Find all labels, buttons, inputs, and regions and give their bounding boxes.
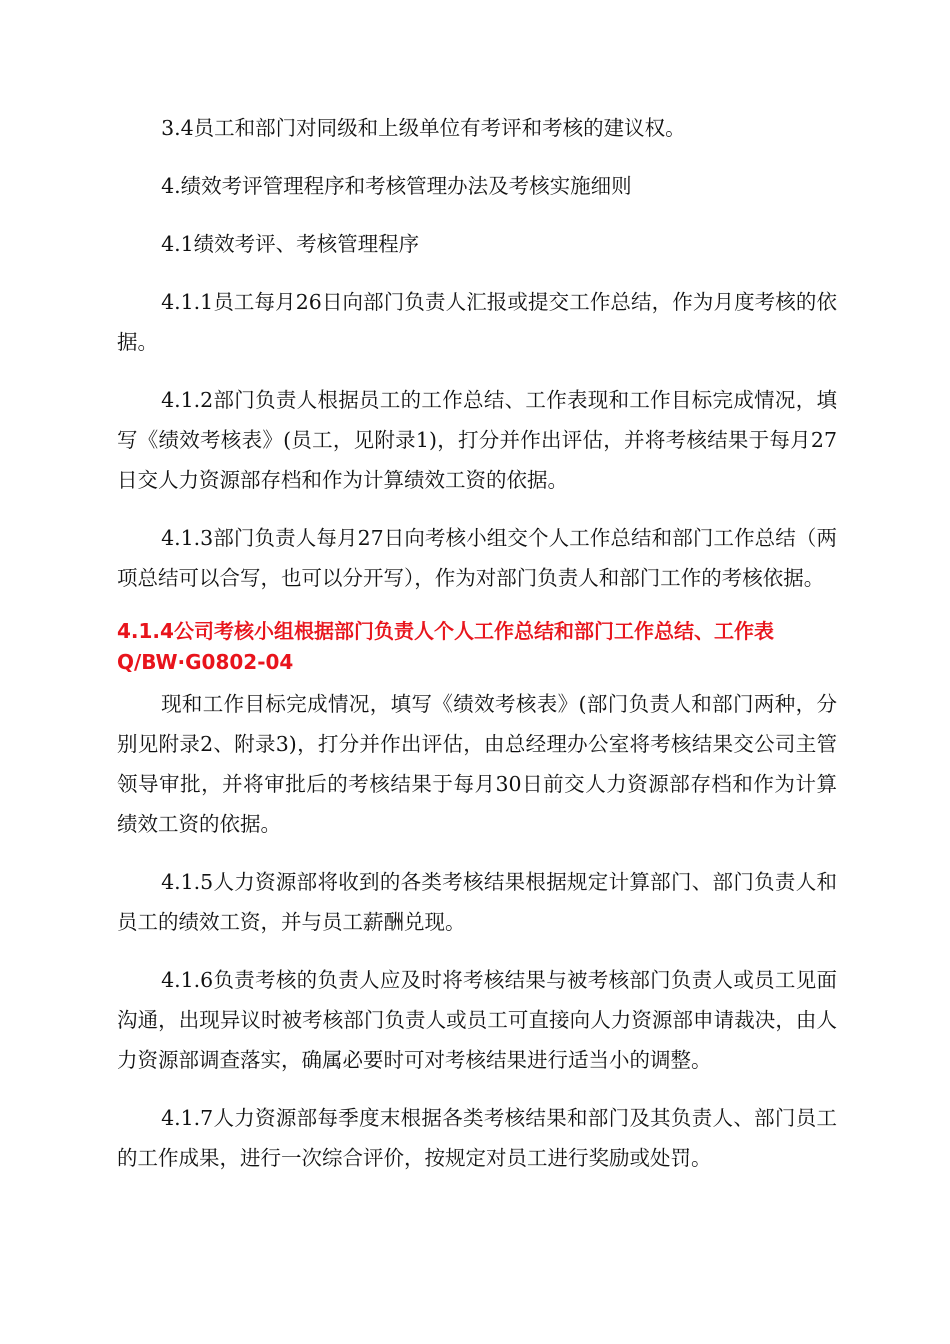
document-body: [117, 108, 837, 1196]
paragraph-4-1-2: 4.1.2部门负责人根据员工的工作总结、工作表现和工作目标完成情况，填写《绩效考核表》(员工，见附录1)，打分并作出评估，并将考核结果于每月27日交人力资源部存档和作为计算绩效工资的依据。: [117, 388, 837, 492]
paragraph-4-1-3: 4.1.3部门负责人每月27日向考核小组交个人工作总结和部门工作总结（两项总结可以合写，也可以分开写），作为对部门负责人和部门工作的考核依据。: [117, 526, 837, 590]
paragraph-4-1: 4.1绩效考评、考核管理程序: [161, 232, 420, 256]
red-heading-4-1-4: 4.1.4公司考核小组根据部门负责人个人工作总结和部门工作总结、工作表Q/BW·G0802-04: [117, 619, 774, 674]
paragraph-4-1-4-continued: 现和工作目标完成情况，填写《绩效考核表》(部门负责人和部门两种，分别见附录2、附录3)，打分并作出评估，由总经理办公室将考核结果交公司主管领导审批，并将审批后的考核结果于每月30日前交人力资源部存档和作为计算绩效工资的依据。: [117, 692, 837, 836]
paragraph-4-1-7: 4.1.7人力资源部每季度末根据各类考核结果和部门及其负责人、部门员工的工作成果，进行一次综合评价，按规定对员工进行奖励或处罚。: [117, 1106, 837, 1170]
paragraph-3-4: 3.4员工和部门对同级和上级单位有考评和考核的建议权。: [161, 116, 686, 140]
paragraph-4: 4.绩效考评管理程序和考核管理办法及考核实施细则: [161, 174, 632, 198]
paragraph-4-1-5: 4.1.5人力资源部将收到的各类考核结果根据规定计算部门、部门负责人和员工的绩效工资，并与员工薪酬兑现。: [117, 870, 837, 934]
paragraph-4-1-1: 4.1.1员工每月26日向部门负责人汇报或提交工作总结，作为月度考核的依据。: [117, 290, 837, 354]
paragraph-4-1-6: 4.1.6负责考核的负责人应及时将考核结果与被考核部门负责人或员工见面沟通，出现异议时被考核部门负责人或员工可直接向人力资源部申请裁决，由人力资源部调查落实，确属必要时可对考核结果进行适当小的调整。: [117, 968, 837, 1072]
